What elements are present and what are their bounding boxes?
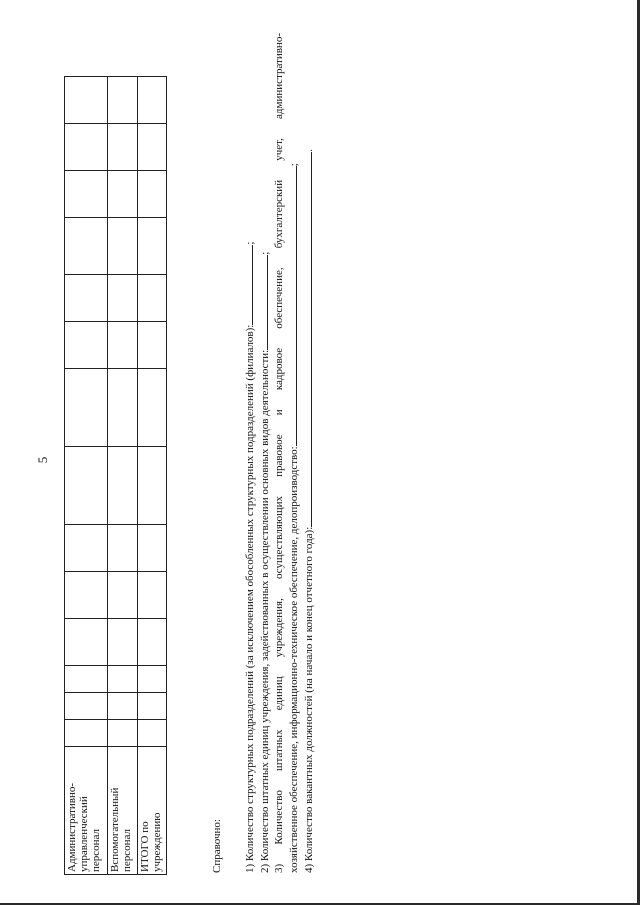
table-cell bbox=[108, 322, 138, 369]
row-label-line: персонал bbox=[121, 828, 133, 872]
table-cell bbox=[65, 525, 108, 572]
table-cell bbox=[108, 369, 138, 447]
row-label bbox=[138, 747, 167, 875]
note-item-2 bbox=[257, 33, 272, 873]
notes-heading: Справочно: bbox=[211, 819, 223, 873]
table-cell bbox=[65, 218, 108, 275]
note-item-1 bbox=[242, 33, 257, 873]
note-text-3: 3) Количество штатных единиц учреждения, осуществляющих правовое и кадровое обеспечение, бухгалтерский учет, административно- bbox=[273, 33, 285, 873]
note-end-2: ; bbox=[259, 251, 271, 255]
table-cell bbox=[108, 171, 138, 218]
table-cell bbox=[108, 619, 138, 666]
table-cell bbox=[65, 693, 108, 720]
fill-line-4 bbox=[301, 152, 312, 527]
note-text-4: 4) Количество вакантных должностей (на начало и конец отчетного года): bbox=[303, 526, 315, 873]
row-label-line: управленческий bbox=[78, 796, 90, 872]
table-cell bbox=[138, 171, 167, 218]
table-cell bbox=[108, 218, 138, 275]
page-number: 5 bbox=[35, 456, 50, 464]
table-cell bbox=[138, 693, 167, 720]
table-cell bbox=[108, 572, 138, 619]
table-row bbox=[65, 77, 108, 875]
table-cell bbox=[65, 77, 108, 124]
note-text-3b: хозяйственное обеспечение, информационно-техническое обеспечение, делопроизводство: bbox=[288, 446, 300, 873]
table-cell bbox=[65, 171, 108, 218]
note-end-1: ; bbox=[244, 241, 256, 245]
table-cell bbox=[138, 369, 167, 447]
table-cell bbox=[65, 619, 108, 666]
table-cell bbox=[138, 77, 167, 124]
table-cell bbox=[65, 447, 108, 525]
table-cell bbox=[138, 666, 167, 693]
row-label bbox=[108, 747, 138, 875]
table-cell bbox=[108, 275, 138, 322]
table-cell bbox=[138, 619, 167, 666]
table-cell bbox=[138, 572, 167, 619]
row-label-line: Административно- bbox=[66, 782, 78, 872]
row-label-line: персонал bbox=[90, 828, 102, 872]
note-text-1: 1) Количество структурных подразделений (за исключением обособленных структурных подразделений (филиалов): bbox=[244, 324, 256, 873]
note-item-4 bbox=[301, 33, 316, 873]
note-text-2: 2) Количество штатных единиц учреждения, задействованных в осуществлении основных видов деятельности: bbox=[259, 349, 271, 873]
note-item-3-continued bbox=[286, 33, 301, 873]
note-end-4: . bbox=[303, 148, 315, 152]
table-cell bbox=[65, 666, 108, 693]
table-row bbox=[108, 77, 138, 875]
row-label bbox=[65, 747, 108, 875]
table-cell bbox=[65, 369, 108, 447]
fill-line-2 bbox=[257, 255, 268, 350]
fill-line-3 bbox=[286, 166, 297, 446]
table-cell bbox=[65, 322, 108, 369]
table-cell bbox=[65, 275, 108, 322]
table-cell bbox=[65, 720, 108, 747]
table-cell bbox=[108, 720, 138, 747]
staff-table bbox=[64, 76, 167, 875]
table-cell bbox=[138, 218, 167, 275]
note-end-3: ; bbox=[288, 163, 300, 167]
table-cell bbox=[65, 124, 108, 171]
fill-line-1 bbox=[242, 245, 253, 325]
table-cell bbox=[138, 525, 167, 572]
table-cell bbox=[65, 572, 108, 619]
reference-notes bbox=[210, 33, 316, 873]
row-label-line: ИТОГО по bbox=[139, 821, 151, 872]
note-item-3 bbox=[272, 33, 286, 873]
table-cell bbox=[108, 124, 138, 171]
table-cell bbox=[108, 77, 138, 124]
row-label-line: Вспомогательный bbox=[109, 787, 121, 872]
table-cell bbox=[138, 124, 167, 171]
table-cell bbox=[108, 666, 138, 693]
table-cell bbox=[138, 275, 167, 322]
table-cell bbox=[138, 720, 167, 747]
table-cell bbox=[108, 693, 138, 720]
table-cell bbox=[108, 447, 138, 525]
table-cell bbox=[108, 525, 138, 572]
row-label-line: учреждению bbox=[151, 812, 163, 872]
table-row bbox=[138, 77, 167, 875]
table-cell bbox=[138, 447, 167, 525]
table-cell bbox=[138, 322, 167, 369]
